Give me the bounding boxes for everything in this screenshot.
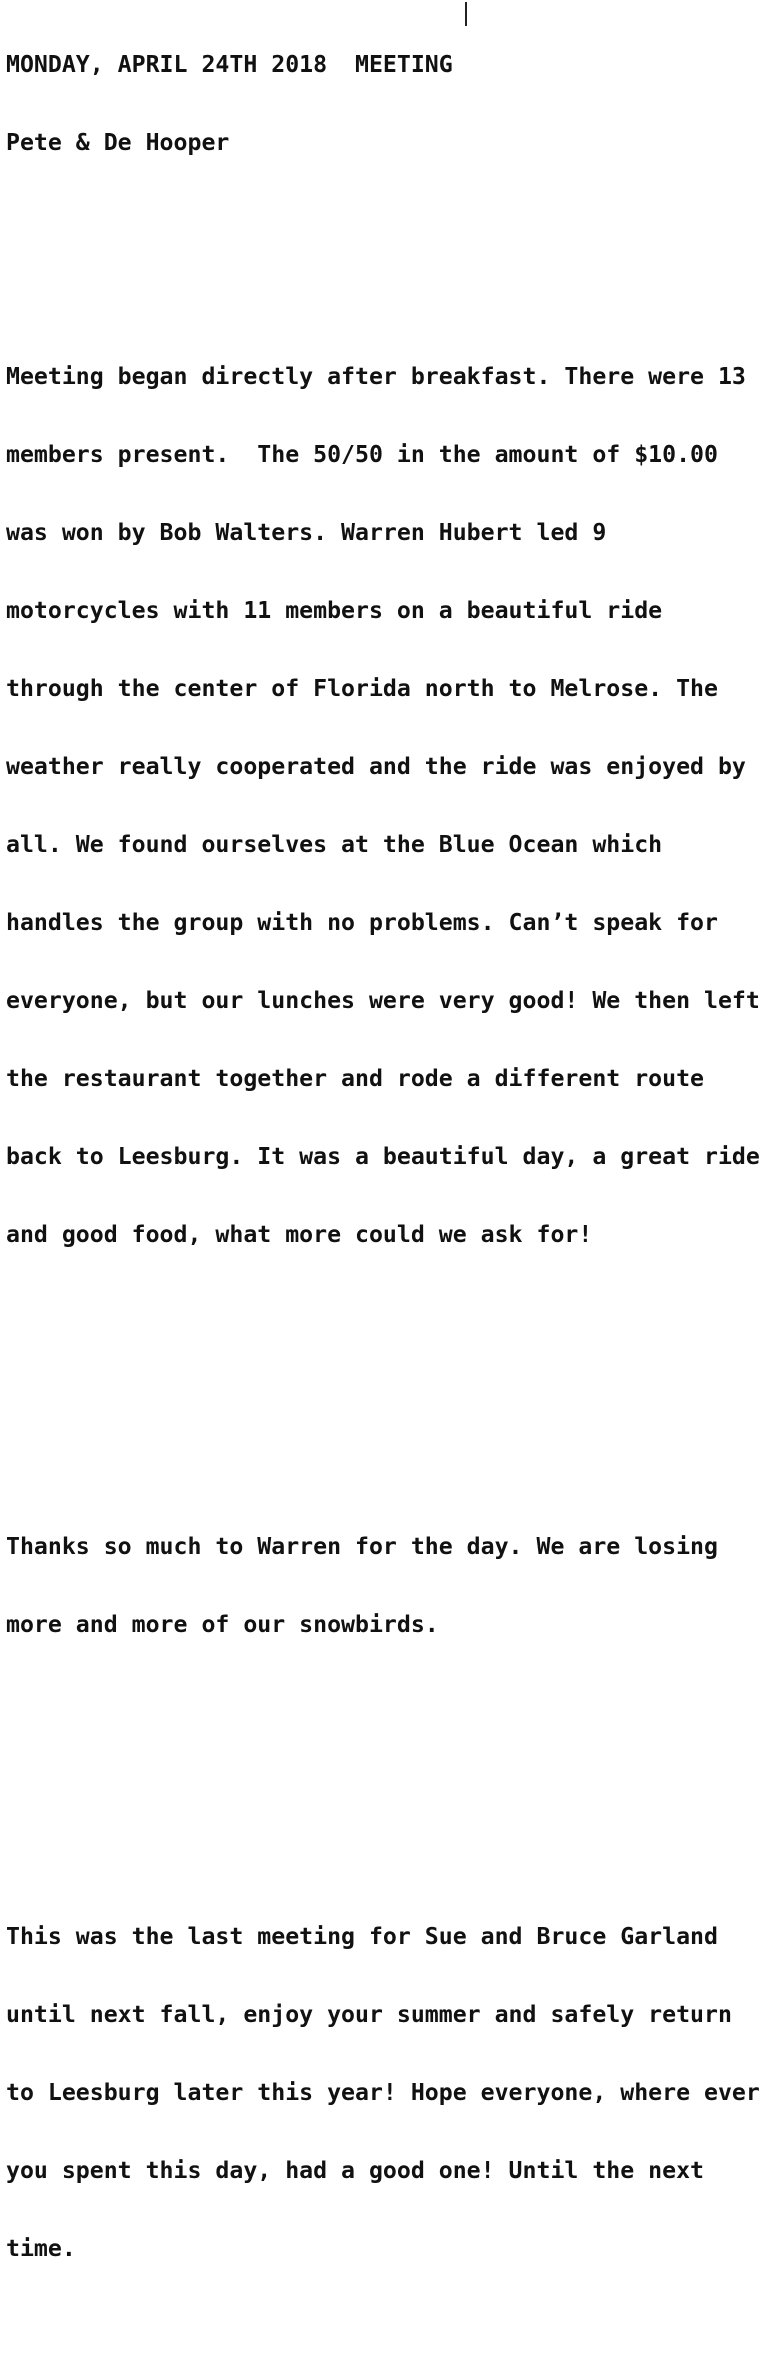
meeting-hosts: Pete & De Hooper (6, 129, 230, 156)
paragraph-farewell (6, 1872, 766, 2314)
text-line: time. (6, 2235, 76, 2262)
text-line: to Leesburg later this year! Hope everyone, where ever (6, 2079, 760, 2106)
text-line: you spent this day, had a good one! Until the next (6, 2157, 705, 2184)
meeting-title: MONDAY, APRIL 24TH 2018 MEETING (6, 51, 453, 78)
text-line: all. We found ourselves at the Blue Ocean which (6, 831, 663, 858)
paragraph-thanks (6, 1482, 766, 1690)
text-line: weather really cooperated and the ride was enjoyed by (6, 753, 746, 780)
text-line: Thanks so much to Warren for the day. We are losing (6, 1533, 718, 1560)
text-cursor (465, 2, 467, 26)
blank-line (6, 1378, 766, 1404)
text-line: through the center of Florida north to Melrose. The (6, 675, 718, 702)
text-line: and good food, what more could we ask for! (6, 1221, 593, 1248)
text-line: Meeting began directly after breakfast. There were 13 (6, 363, 746, 390)
paragraph-meeting-summary (6, 312, 766, 1300)
text-line: the restaurant together and rode a different route (6, 1065, 705, 1092)
text-line: until next fall, enjoy your summer and safely return (6, 2001, 732, 2028)
text-line: This was the last meeting for Sue and Bruce Garland (6, 1923, 718, 1950)
text-line: back to Leesburg. It was a beautiful day, a great ride (6, 1143, 760, 1170)
text-line: handles the group with no problems. Can’t speak for (6, 909, 718, 936)
text-line: members present. The 50/50 in the amount of $10.00 (6, 441, 718, 468)
document-body[interactable] (6, 0, 766, 2366)
text-line: motorcycles with 11 members on a beautiful ride (6, 597, 663, 624)
text-line: was won by Bob Walters. Warren Hubert led 9 (6, 519, 607, 546)
blank-line (6, 1768, 766, 1794)
text-line: everyone, but our lunches were very good! We then left (6, 987, 760, 1014)
blank-line (6, 208, 766, 234)
text-line: more and more of our snowbirds. (6, 1611, 439, 1638)
